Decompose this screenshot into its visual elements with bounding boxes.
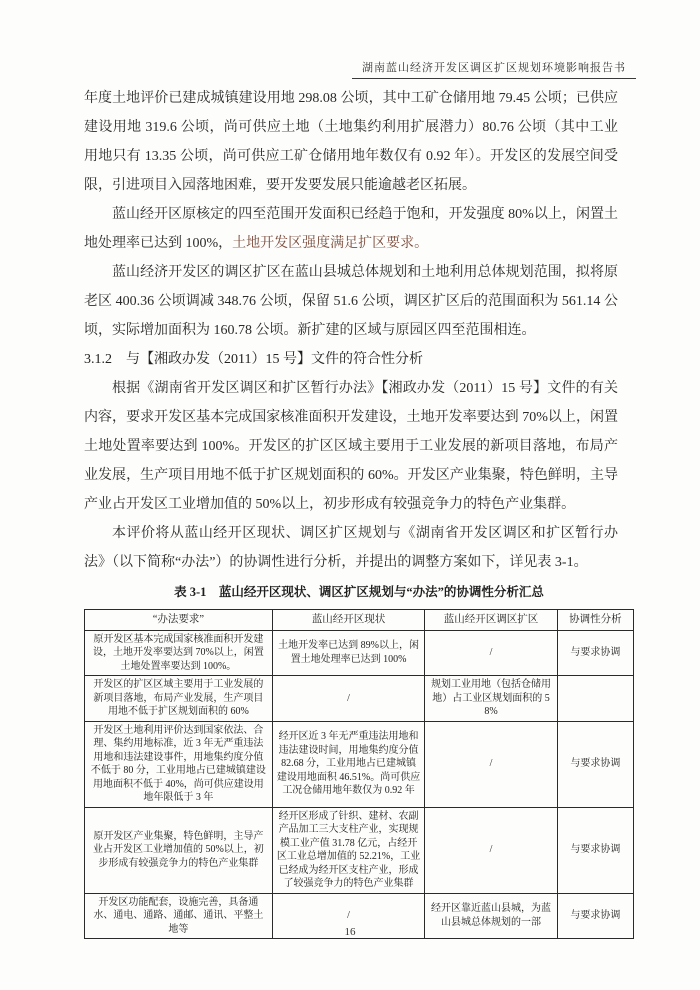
- paragraph-evaluation-intro: 本评价将从蓝山经开区现状、调区扩区规划与《湖南省开发区调区和扩区暂行办法》（以下简称“办法”）的协调性进行分析，并提出的调整方案如下，详见表 3-1。: [84, 526, 618, 570]
- table-cell: 经开区靠近蓝山县城，为蓝山县城总体规划的一部: [425, 893, 557, 939]
- column-header-coordination: 协调性分析: [557, 610, 633, 631]
- table-cell: 土地开发率已达到 89%以上，闲置土地处理率已达到 100%: [272, 630, 425, 676]
- table-header-row: [85, 610, 634, 631]
- table-cell: 开发区的扩区区域主要用于工业发展的新项目落地，布局产业发展，生产项目用地不低于扩区规划面积的 60%: [85, 676, 273, 722]
- table-cell: 经开区近 3 年无严重违法用地和违法建设时间，用地集约度分值 82.68 分，工业用地占已建城镇建设用地面积 46.51%。尚可供应工况仓储用地年数仅为 0.92 年: [272, 721, 425, 807]
- table-row: [85, 676, 634, 722]
- table-cell: 与要求协调: [557, 893, 633, 939]
- paragraph-adjustment-area: 蓝山经济开发区的调区扩区在蓝山县城总体规划和土地利用总体规划范围，拟将原老区 400.36 公顷调减 348.76 公顷，保留 51.6 公顷，调区扩区后的范围面积为 561.14 公顷，实际增加面积为 160.78 公顷。新扩建的区域与原园区四至范围相连。: [84, 265, 618, 338]
- table-row: [85, 807, 634, 893]
- table-cell: /: [425, 807, 557, 893]
- table-cell: 与要求协调: [557, 630, 633, 676]
- table-cell: 开发区土地利用评价达到国家依法、合理、集约用地标准，近 3 年无严重违法用地和违法建设事件，用地集约度分值不低于 80 分，工业用地占已建城镇建设用地面积不低于 40%，尚可供应建设用地年限低于 3 年: [85, 721, 273, 807]
- paragraph-policy-requirements: 根据《湖南省开发区调区和扩区暂行办法》【湘政办发（2011）15 号】文件的有关内容，要求开发区基本完成国家核准面积开发建设，土地开发率要达到 70%以上，闲置土地处置率要达到 100%。开发区的扩区区域主要用于工业发展的新项目落地，布局产业发展，生产项目用地不低于扩区规划面积的 60%。开发区产业集聚，特色鲜明，主导产业占开发区工业增加值的 50%以上，初步形成有较强竞争力的特色产业集群。: [84, 381, 618, 512]
- table-cell: 经开区形成了针织、建材、农副产品加工三大支柱产业，实现规模工业产值 31.78 亿元，占经开区工业总增加值的 52.21%，工业已经成为经开区支柱产业，形成了较强竞争力的特色产业集群: [272, 807, 425, 893]
- coordination-analysis-table: [84, 609, 634, 939]
- page-content: [84, 84, 634, 939]
- paragraph-saturation-text: 蓝山经开区原核定的四至范围开发面积已经趋于饱和，开发强度 80%以上，闲置土地处理率已达到 100%，: [84, 207, 618, 251]
- page-number: 16: [344, 926, 356, 938]
- running-header: [352, 60, 636, 79]
- paragraph-land-evaluation: 年度土地评价已建成城镇建设用地 298.08 公顷，其中工矿仓储用地 79.45 公顷；已供应建设用地 319.6 公顷，尚可供应土地（土地集约利用扩展潜力）80.76 公顷（其中工业用地只有 13.35 公顷，尚可供应工矿仓储用地年数仅有 0.92 年）。开发区的发展空间受限，引进项目入园落地困难，要开发要发展只能逾越老区拓展。: [84, 91, 618, 193]
- table-cell: 与要求协调: [557, 721, 633, 807]
- table-row: [85, 630, 634, 676]
- running-header-title: 湖南蓝山经济开发区调区扩区规划环境影响报告书: [352, 60, 636, 79]
- table-cell: /: [425, 721, 557, 807]
- table-cell: 规划工业用地（包括仓储用地）占工业区规划面积的 58%: [425, 676, 557, 722]
- table-cell: 原开发区基本完成国家核准面积开发建设，土地开发率要达到 70%以上，闲置土地处置率要达到 100%。: [85, 630, 273, 676]
- column-header-current-status: 蓝山经开区现状: [272, 610, 425, 631]
- paragraph-saturation-highlight: 土地开发区强度满足扩区要求。: [232, 236, 429, 251]
- table-cell: /: [272, 893, 425, 939]
- column-header-method-requirement: “办法要求”: [85, 610, 273, 631]
- table-cell: /: [272, 676, 425, 722]
- paragraph-saturation: [84, 200, 618, 258]
- column-header-adjust-expand: 蓝山经开区调区扩区: [425, 610, 557, 631]
- table-cell: 原开发区产业集聚，特色鲜明，主导产业占开发区工业增加值的 50%以上，初步形成有较强竞争力的特色产业集群: [85, 807, 273, 893]
- table-cell: 开发区功能配套，设施完善，具备通水、通电、通路、通邮、通讯、平整土地等: [85, 893, 273, 939]
- table-cell: [557, 676, 633, 722]
- section-heading-3-1-2: 3.1.2 与【湘政办发（2011）15 号】文件的符合性分析: [84, 352, 423, 367]
- table-cell: 与要求协调: [557, 807, 633, 893]
- table-cell: /: [425, 630, 557, 676]
- table-caption: 表 3-1 蓝山经开区现状、调区扩区规划与“办法”的协调性分析汇总: [174, 585, 544, 599]
- table-row: [85, 721, 634, 807]
